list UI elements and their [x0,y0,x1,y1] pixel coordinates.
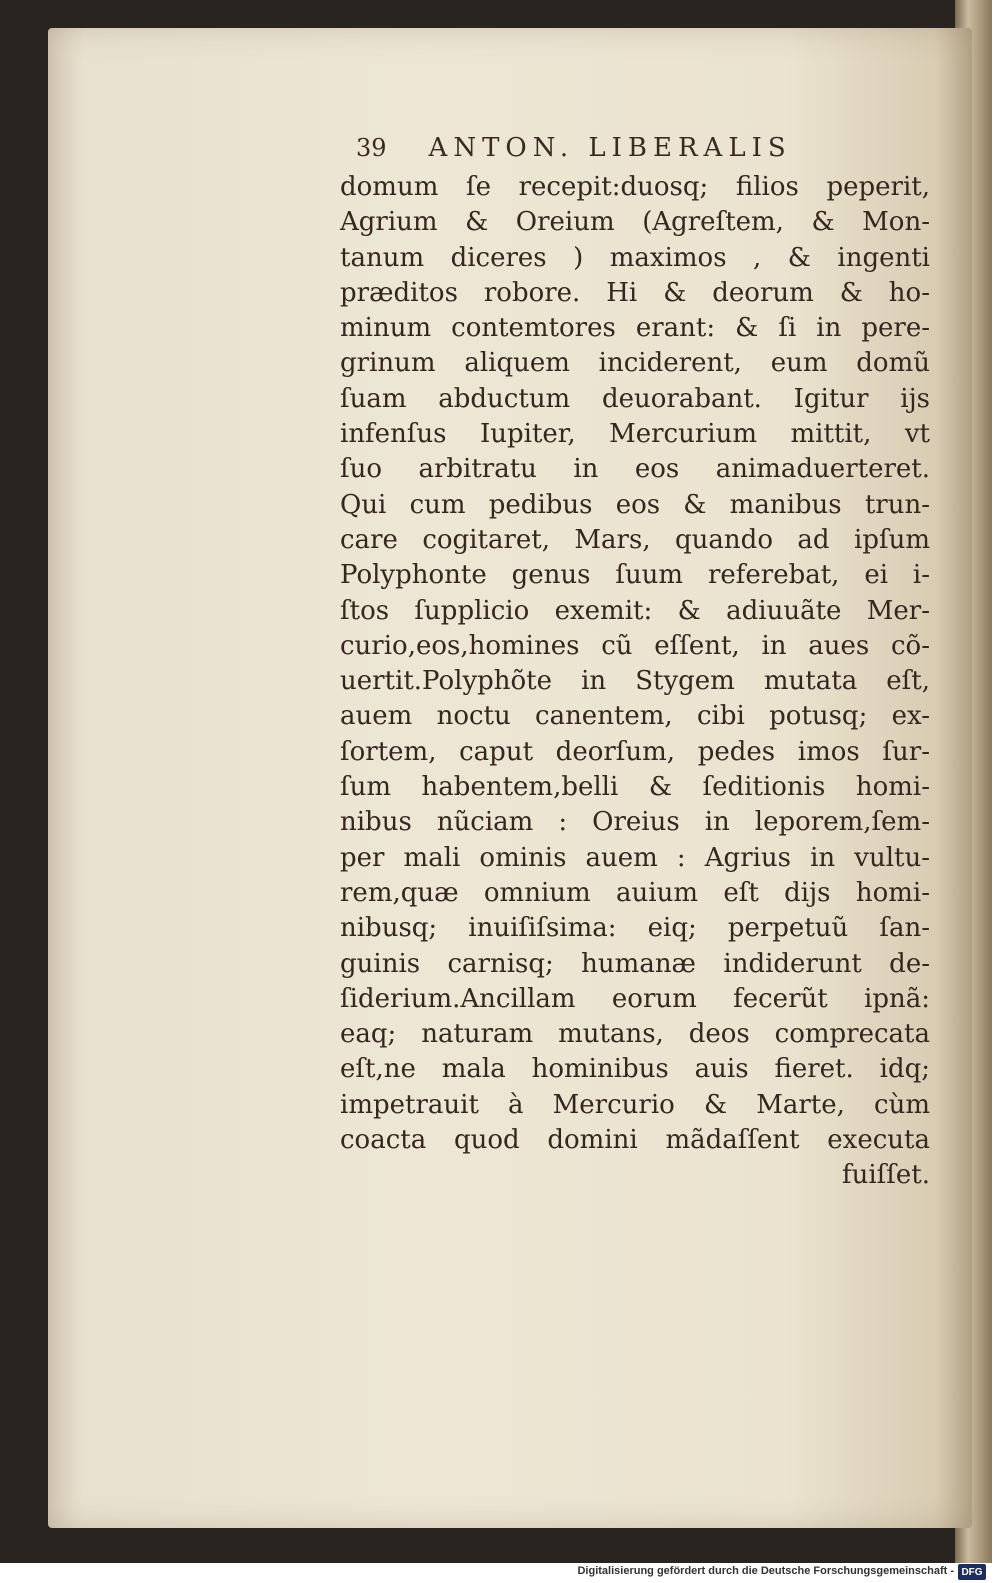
text-line: domum ſe recepit:duosq; filios peperit, [340,172,930,202]
text-line: nibusq; inuiſiſsima: eiq; perpetuũ ſan- [340,913,930,944]
text-line: auem noctu canentem, cibi potusq; ex- [340,701,930,732]
text-line: Polyphonte genus ſuum referebat, ei i- [340,560,930,591]
text-line: infenſus Iupiter, Mercurium mittit, vt [340,419,930,450]
text-line: rem,quæ omnium auium eſt dijs homi- [340,877,930,908]
text-line: fuiſſet. [841,1160,930,1191]
funding-credit: Digitalisierung gefördert durch die Deutsche Forschungsgemeinschaft - [577,1565,954,1577]
text-line: ſortem, caput deorſum, pedes imos ſur- [340,736,930,767]
text-line: eſt,ne mala hominibus auis fieret. idq; [340,1054,930,1085]
text-line: curio,eos,homines cũ eſſent, in aues cõ- [340,630,930,661]
text-line: eaq; naturam mutans, deos comprecata [340,1019,930,1050]
text-line: grinum aliquem inciderent, eum domũ [340,348,930,379]
text-line: care cogitaret, Mars, quando ad ipſum [340,524,930,555]
page-header [356,128,896,168]
text-line: minum contemtores erant: & ſi in pere- [340,313,930,344]
body-text [340,170,930,1194]
text-line: præditos robore. Hi & deorum & ho- [340,277,930,308]
text-line: uertit.Polyphõte in Stygem mutata eſt, [340,666,930,697]
text-line: guinis carnisq; humanæ indiderunt de- [340,948,930,979]
text-line: per mali ominis auem : Agrius in vultu- [340,842,930,873]
text-line: Qui cum pedibus eos & manibus trun- [340,489,930,520]
text-line: impetrauit à Mercurio & Marte, cùm [340,1089,930,1120]
text-line: ſiderium.Ancillam eorum fecerũt ipnã: [340,983,930,1014]
text-line: ſuam abductum deuorabant. Igitur ijs [340,383,930,414]
text-line: ſuo arbitratu in eos animaduerteret. [340,454,930,485]
text-line: Agrium & Oreium (Agreſtem, & Mon- [340,207,930,238]
text-line: ſtos ſupplicio exemit: & adiuuãte Mer- [340,595,930,626]
text-line: coacta quod domini mãdaſſent executa [340,1125,930,1156]
text-line: ſum habentem,belli & ſeditionis homi- [340,772,930,803]
page-number: 39 [356,134,387,162]
text-line: tanum diceres ) maximos , & ingenti [340,242,930,273]
dfg-logo: DFG [958,1564,986,1580]
text-line: nibus nũciam : Oreius in leporem,ſem- [340,807,930,838]
running-title: ANTON. LIBERALIS [428,133,792,163]
